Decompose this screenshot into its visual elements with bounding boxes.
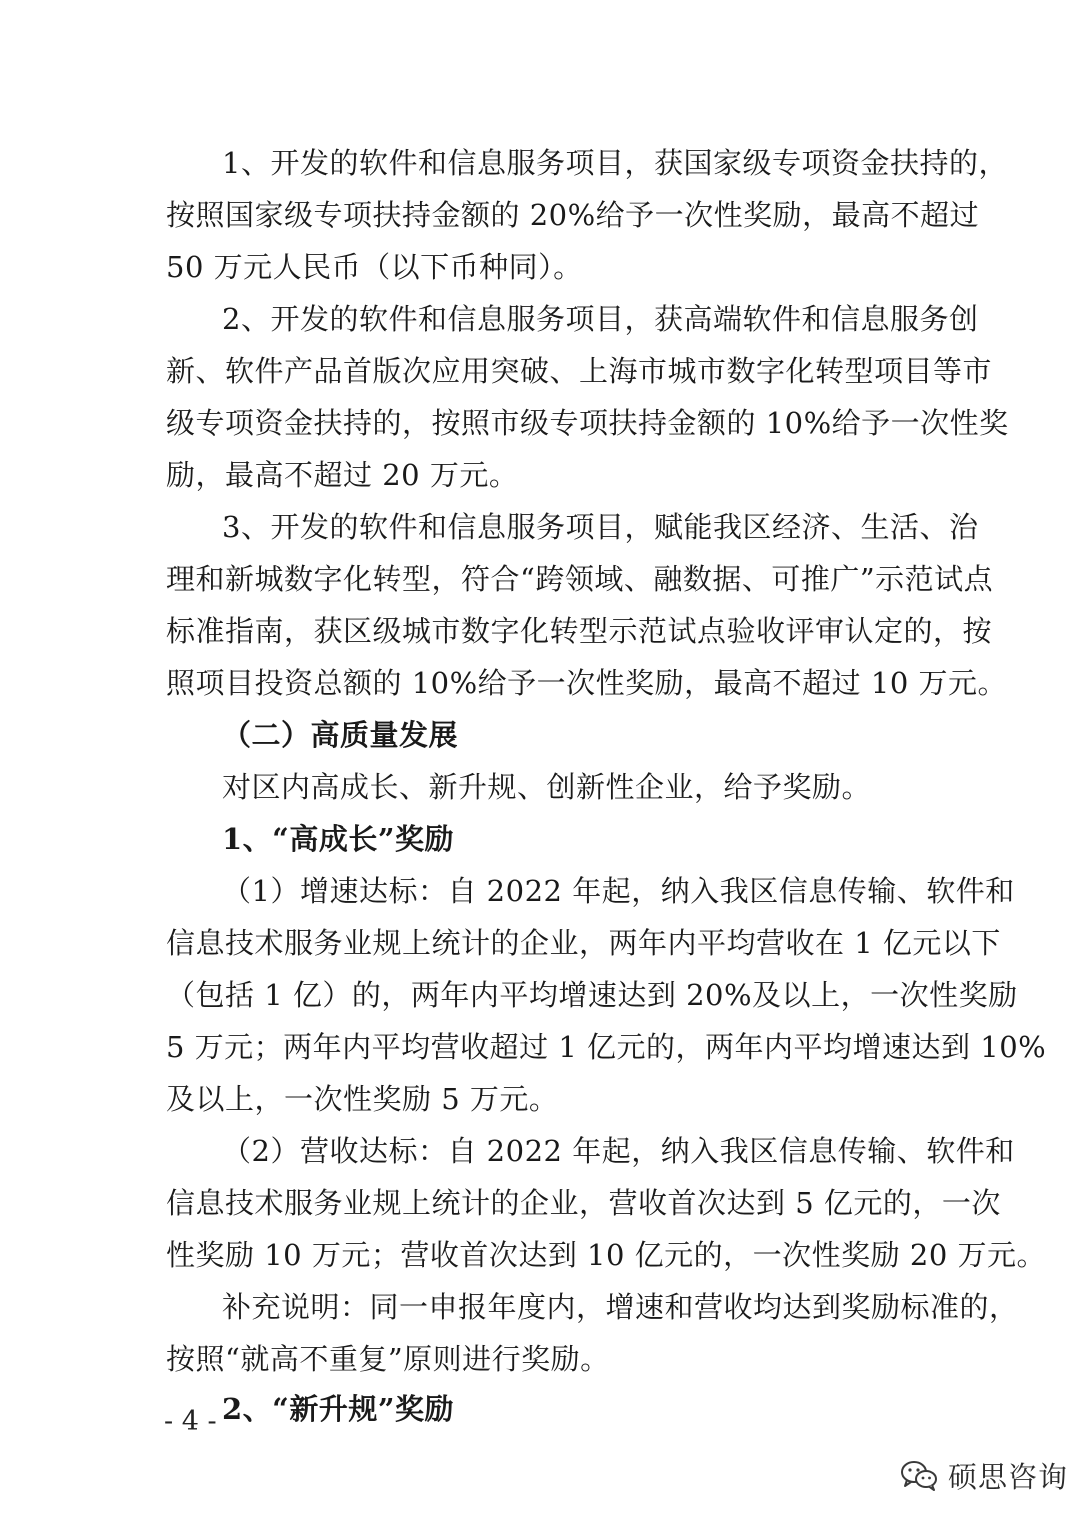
paragraph-line: （2）营收达标：自 2022 年起，纳入我区信息传输、软件和 (222, 1134, 1015, 1168)
paragraph-line: 级专项资金扶持的，按照市级专项扶持金额的 10%给予一次性奖 (166, 406, 1009, 440)
watermark-text: 硕思咨询 (948, 1459, 1069, 1494)
paragraph-line: 3、开发的软件和信息服务项目，赋能我区经济、生活、治 (222, 510, 979, 544)
paragraph-line: （1）增速达标：自 2022 年起，纳入我区信息传输、软件和 (222, 874, 1015, 908)
paragraph-line: 对区内高成长、新升规、创新性企业，给予奖励。 (222, 770, 872, 804)
watermark (900, 1453, 1068, 1497)
paragraph-line: 补充说明：同一申报年度内，增速和营收均达到奖励标准的， (222, 1290, 1019, 1324)
paragraph-line: 性奖励 10 万元；营收首次达到 10 亿元的，一次性奖励 20 万元。 (166, 1238, 1047, 1272)
paragraph-line: 励，最高不超过 20 万元。 (166, 458, 519, 492)
paragraph-line: 信息技术服务业规上统计的企业，营收首次达到 5 亿元的，一次 (166, 1186, 1001, 1220)
page-number: - 4 - (164, 1406, 217, 1437)
paragraph-line: 2、开发的软件和信息服务项目，获高端软件和信息服务创 (222, 302, 979, 336)
paragraph-line: 新、软件产品首版次应用突破、上海市城市数字化转型项目等市 (166, 354, 993, 388)
wechat-icon (900, 1459, 938, 1491)
paragraph-line: 按照国家级专项扶持金额的 20%给予一次性奖励，最高不超过 (166, 198, 980, 232)
paragraph-line: 理和新城数字化转型，符合“跨领域、融数据、可推广”示范试点 (166, 562, 994, 596)
subsection-heading: 2、“新升规”奖励 (222, 1392, 455, 1426)
subsection-heading: 1、“高成长”奖励 (222, 822, 455, 856)
paragraph-line: 照项目投资总额的 10%给予一次性奖励，最高不超过 10 万元。 (166, 666, 1008, 700)
paragraph-line: 标准指南，获区级城市数字化转型示范试点验收评审认定的，按 (166, 614, 993, 648)
paragraph-line: 1、开发的软件和信息服务项目，获国家级专项资金扶持的， (222, 146, 1008, 180)
paragraph-line: 信息技术服务业规上统计的企业，两年内平均营收在 1 亿元以下 (166, 926, 1001, 960)
paragraph-line: 50 万元人民币（以下币种同）。 (166, 250, 583, 284)
section-heading: （二）高质量发展 (222, 718, 459, 752)
paragraph-line: （包括 1 亿）的，两年内平均增速达到 20%及以上，一次性奖励 (166, 978, 1018, 1012)
paragraph-line: 按照“就高不重复”原则进行奖励。 (166, 1342, 610, 1376)
paragraph-line: 及以上，一次性奖励 5 万元。 (166, 1082, 559, 1116)
paragraph-line: 5 万元；两年内平均营收超过 1 亿元的，两年内平均增速达到 10% (166, 1030, 1047, 1064)
